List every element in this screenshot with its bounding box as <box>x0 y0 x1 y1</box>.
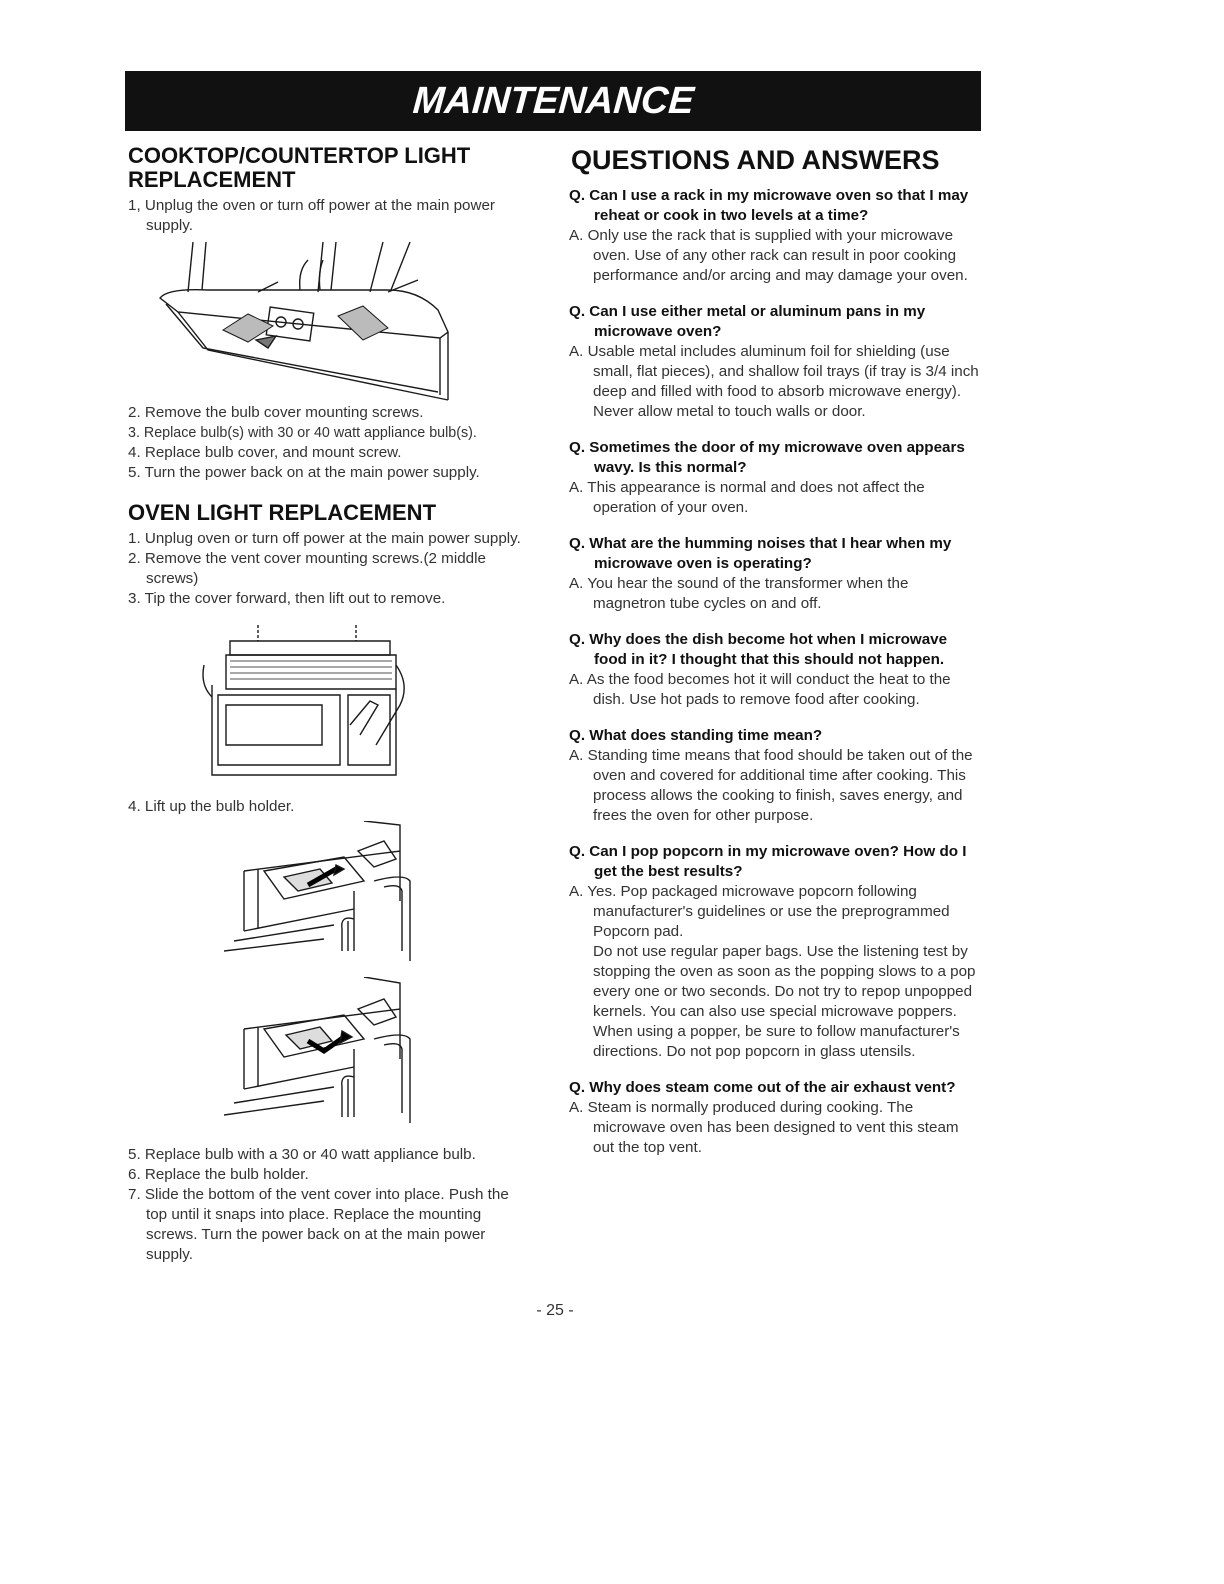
answer-continued: Do not use regular paper bags. Use the listening test by stopping the oven as soon as the popping slows to a pop every one or two seconds. Do not try to repop unpopped kernels. You can also use special microwave poppers. When using a popper, be sure to follow manufacturer's directions. Do not pop popcorn in glass utensils. <box>593 943 976 1060</box>
qa-item-standing-time <box>569 726 981 826</box>
answer: A. You hear the sound of the transformer when the magnetron tube cycles on and off. <box>569 575 909 612</box>
oven-light-steps-b <box>128 1145 528 1265</box>
question: Q. Can I use a rack in my microwave oven so that I may reheat or cook in two levels at a time? <box>569 187 969 224</box>
oven-step-2: 2. Remove the vent cover mounting screws.(2 middle screws) <box>128 550 486 587</box>
right-column <box>569 144 981 1174</box>
oven-step-3: 3. Tip the cover forward, then lift out to remove. <box>128 590 446 607</box>
cooktop-title: COOKTOP/COUNTERTOP LIGHT REPLACEMENT <box>128 143 471 192</box>
oven-step-6: 6. Replace the bulb holder. <box>128 1166 309 1183</box>
answer: A. Yes. Pop packaged microwave popcorn following manufacturer's guidelines or use the preprogrammed Popcorn pad. <box>569 883 950 940</box>
question: Q. Why does steam come out of the air exhaust vent? <box>569 1079 956 1096</box>
qa-item-steam <box>569 1078 981 1158</box>
bulb-holder-drawing-2 <box>224 977 410 1123</box>
oven-step-1: 1. Unplug oven or turn off power at the main power supply. <box>128 530 521 547</box>
header-banner <box>125 71 981 131</box>
qa-item-wavy-door <box>569 438 981 518</box>
answer: A. As the food becomes hot it will conduct the heat to the dish. Use hot pads to remove food after cooking. <box>569 671 951 708</box>
left-column <box>128 144 528 1265</box>
page-title: MAINTENANCE <box>411 80 695 122</box>
answer: A. Usable metal includes aluminum foil for shielding (use small, flat pieces), and shallow foil trays (if tray is 3/4 inch deep and filled with food to absorb microwave energy). Never allow metal to touch walls or door. <box>569 343 979 420</box>
cooktop-step-1: 1, Unplug the oven or turn off power at the main power supply. <box>128 197 495 234</box>
qa-title: QUESTIONS AND ANSWERS <box>571 145 940 175</box>
oven-step-5: 5. Replace bulb with a 30 or 40 watt appliance bulb. <box>128 1146 476 1163</box>
cooktop-steps <box>128 403 528 483</box>
oven-light-title: OVEN LIGHT REPLACEMENT <box>128 500 437 525</box>
question: Q. Sometimes the door of my microwave oven appears wavy. Is this normal? <box>569 439 965 476</box>
question: Q. What are the humming noises that I hear when my microwave oven is operating? <box>569 535 952 572</box>
cooktop-light-illustration <box>148 240 478 405</box>
question: Q. Can I pop popcorn in my microwave oven? How do I get the best results? <box>569 843 967 880</box>
cooktop-step-2: 2. Remove the bulb cover mounting screws. <box>128 404 424 421</box>
answer: A. Only use the rack that is supplied with your microwave oven. Use of any other rack can result in poor cooking performance and/or arcing and may damage your oven. <box>569 227 968 284</box>
oven-light-steps-a <box>128 529 528 609</box>
range-hood-drawing <box>160 242 448 400</box>
cooktop-step-5: 5. Turn the power back on at the main power supply. <box>128 464 480 481</box>
question: Q. Can I use either metal or aluminum pans in my microwave oven? <box>569 303 926 340</box>
microwave-front-drawing <box>203 625 404 775</box>
qa-item-rack <box>569 186 981 286</box>
answer: A. This appearance is normal and does not affect the operation of your oven. <box>569 479 925 516</box>
answer: A. Steam is normally produced during cooking. The microwave oven has been designed to vent this steam out the top vent. <box>569 1099 959 1156</box>
question: Q. What does standing time mean? <box>569 727 823 744</box>
bulb-holder-illustration-1 <box>224 821 424 961</box>
bulb-holder-illustration-2 <box>224 977 424 1127</box>
cooktop-step-4: 4. Replace bulb cover, and mount screw. <box>128 444 402 461</box>
answer: A. Standing time means that food should be taken out of the oven and covered for additional time after cooking. This process allows the cooking to finish, saves energy, and frees the oven for other purpose. <box>569 747 973 824</box>
oven-step-4-list <box>128 797 528 817</box>
oven-step-4: 4. Lift up the bulb holder. <box>128 798 295 815</box>
cooktop-step-list <box>128 196 528 236</box>
page-number: - 25 - <box>536 1302 574 1319</box>
question: Q. Why does the dish become hot when I microwave food in it? I thought that this should not happen. <box>569 631 948 668</box>
oven-step-7: 7. Slide the bottom of the vent cover into place. Push the top until it snaps into place. Replace the mounting screws. Turn the power back on at the main power supply. <box>128 1186 509 1263</box>
qa-item-popcorn <box>569 842 981 1062</box>
bulb-holder-drawing-1 <box>224 821 410 961</box>
cooktop-step-3: 3. Replace bulb(s) with 30 or 40 watt appliance bulb(s). <box>128 425 477 441</box>
qa-item-metal-pans <box>569 302 981 422</box>
qa-item-humming <box>569 534 981 614</box>
vent-cover-illustration <box>200 625 420 785</box>
qa-item-hot-dish <box>569 630 981 710</box>
